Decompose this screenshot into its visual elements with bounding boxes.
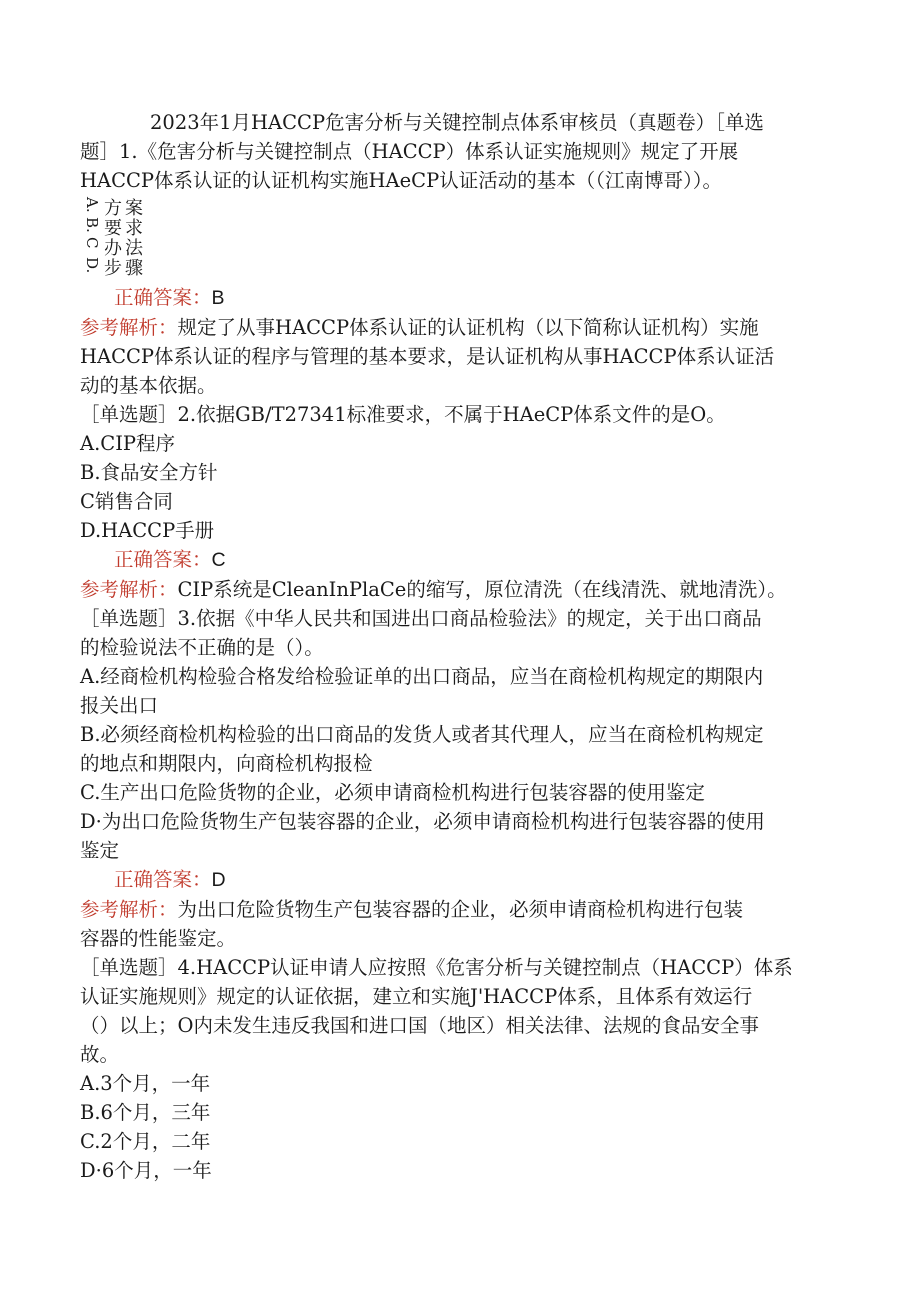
question-1-stem-line-2: 题］1.《危害分析与关键控制点（HACCP）体系认证实施规则》规定了开展 <box>80 140 739 163</box>
question-3-option-b-line-2: 的地点和期限内，向商检机构报检 <box>80 752 373 775</box>
question-1-option-texts <box>104 199 146 279</box>
question-4-option-c: C.2个月，二年 <box>80 1130 211 1153</box>
answer-label: 正确答案： <box>114 286 212 309</box>
question-2-option-a: A.CIP程序 <box>80 432 176 455</box>
answer-value: D <box>211 869 226 891</box>
question-1-option-letters <box>80 199 104 279</box>
document-page <box>80 108 840 1185</box>
option-a-text: 方案 <box>104 198 146 219</box>
question-4-stem-line-1: ［单选题］4.HACCP认证申请人应按照《危害分析与关键控制点（HACCP）体系 <box>80 956 793 979</box>
question-1-options <box>80 199 840 279</box>
option-letter-c: C <box>83 237 101 249</box>
question-1-analysis-line-3: 动的基本依据。 <box>80 374 217 397</box>
question-1-analysis-line-2: HACCP体系认证的程序与管理的基本要求，是认证机构从事HACCP体系认证活 <box>80 345 775 368</box>
analysis-text: CIP系统是CleanInPlaCe的缩写，原位清洗（在线清洗、就地清洗）。 <box>177 578 787 601</box>
analysis-label: 参考解析： <box>80 316 178 339</box>
option-letter-a: A. <box>83 197 101 213</box>
analysis-text-line-1: 规定了从事HACCP体系认证的认证机构（以下简称认证机构）实施 <box>177 316 759 339</box>
analysis-label: 参考解析： <box>80 578 178 601</box>
analysis-label: 参考解析： <box>80 898 178 921</box>
question-3-stem-line-1: ［单选题］3.依据《中华人民共和国进出口商品检验法》的规定，关于出口商品 <box>80 607 762 630</box>
question-1-analysis <box>80 313 840 342</box>
option-letter-d: D. <box>83 257 101 274</box>
option-b-text: 要求 <box>104 218 146 239</box>
question-3-option-a-line-2: 报关出口 <box>80 694 159 717</box>
question-3-stem-line-2: 的检验说法不正确的是（）。 <box>80 636 324 659</box>
question-4-option-a: A.3个月，一年 <box>80 1072 211 1095</box>
question-2-stem: ［单选题］2.依据GB/T27341标准要求，不属于HAeCP体系文件的是O。 <box>80 403 726 426</box>
question-4 <box>80 953 840 1185</box>
question-4-stem-line-2: 认证实施规则》规定的认证依据，建立和实施J'HACCP体系，且体系有效运行 <box>80 985 753 1008</box>
answer-label: 正确答案： <box>114 548 212 571</box>
question-4-option-b: B.6个月，三年 <box>80 1101 211 1124</box>
question-2-answer <box>80 545 840 575</box>
question-3-answer <box>80 865 840 895</box>
question-1-stem-line-3: HACCP体系认证的认证机构实施HAeCP认证活动的基本（（江南博哥））。 <box>80 169 722 192</box>
question-2-option-b: B.食品安全方针 <box>80 461 218 484</box>
question-2-option-d: D.HACCP手册 <box>80 519 215 542</box>
question-2-analysis <box>80 575 840 604</box>
question-1-stem-line-1: 2023年1月HACCP危害分析与关键控制点体系审核员（真题卷）［单选 <box>150 111 764 134</box>
question-1-answer <box>80 283 840 313</box>
option-c-text: 办法 <box>104 238 146 259</box>
option-d-text: 步骤 <box>104 258 146 279</box>
question-3 <box>80 604 840 953</box>
option-letter-b: B. <box>83 217 101 233</box>
question-3-analysis <box>80 895 840 924</box>
question-3-analysis-line-2: 容器的性能鉴定。 <box>80 927 237 950</box>
question-2-option-c: C销售合同 <box>80 490 173 513</box>
question-3-option-d-line-2: 鉴定 <box>80 839 120 862</box>
question-3-option-c: C.生产出口危险货物的企业，必须申请商检机构进行包装容器的使用鉴定 <box>80 781 705 804</box>
question-2 <box>80 400 840 604</box>
question-4-stem-line-4: 故。 <box>80 1043 120 1066</box>
question-4-stem-line-3: （）以上；O内未发生违反我国和进口国（地区）相关法律、法规的食品安全事 <box>80 1014 759 1037</box>
question-3-option-d-line-1: D·为出口危险货物生产包装容器的企业，必须申请商检机构进行包装容器的使用 <box>80 810 765 833</box>
question-3-option-a-line-1: A.经商检机构检验合格发给检验证单的出口商品，应当在商检机构规定的期限内 <box>80 665 764 688</box>
answer-label: 正确答案： <box>114 868 212 891</box>
question-3-option-b-line-1: B.必须经商检机构检验的出口商品的发货人或者其代理人，应当在商检机构规定 <box>80 723 764 746</box>
analysis-text-line-1: 为出口危险货物生产包装容器的企业，必须申请商检机构进行包装 <box>177 898 744 921</box>
answer-value: B <box>211 287 225 309</box>
question-1 <box>80 108 840 400</box>
answer-value: C <box>211 549 226 571</box>
question-4-option-d: D·6个月，一年 <box>80 1159 212 1182</box>
